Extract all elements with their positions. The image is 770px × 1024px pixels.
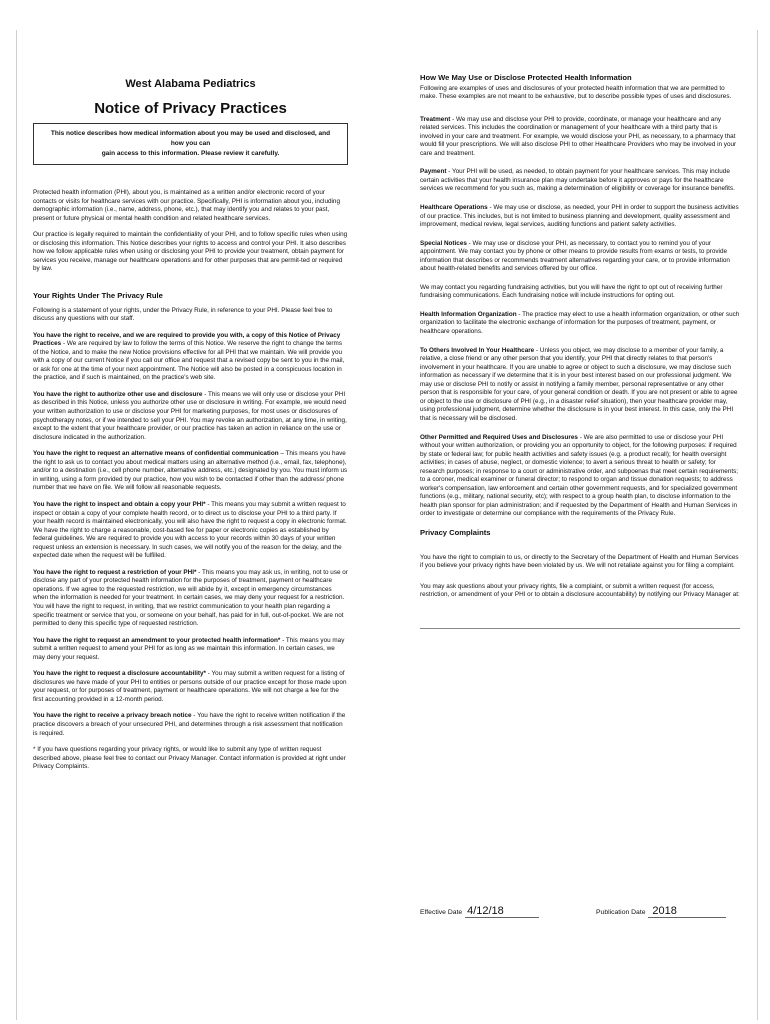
- use-lead: Health Information Organization: [420, 310, 517, 318]
- right-lead: You have the right to receive, and we are required to provide you with, a copy of this Notice of Privacy Practices: [33, 331, 341, 348]
- right-lead: You have the right to receive a privacy breach notice: [33, 712, 192, 720]
- right-column: [420, 74, 740, 629]
- complaints-paragraph-2: You may ask questions about your privacy rights, file a complaint, or submit a written request (for access, restriction, or amendment of your PHI or to obtain a disclosure accountability) by notifying our Privacy Manager at:: [420, 582, 740, 599]
- use-body: - We may use or disclose, as needed, your PHI in order to support the business activities of our practice. This includes, but is not limited to business planning and development, quality assessment and improvement, medical review, legal services, auditing functions and patient safety activities.: [420, 204, 739, 229]
- right-inspect-copy: [33, 501, 348, 561]
- use-treatment: [420, 116, 740, 159]
- footnote: * If you have questions regarding your privacy rights, or would like to submit any type of written request described above, please feel free to contact our Privacy Manager. Contact information is provided at right under Privacy Complaints.: [33, 746, 346, 771]
- use-body: - The practice may elect to use a health information organization, or other such organization to facilitate the electronic exchange of information for the purposes of treatment, payment, or healthcare operations.: [420, 310, 740, 336]
- use-lead: Treatment: [420, 115, 451, 123]
- rights-intro: Following is a statement of your rights, under the Privacy Rule, in reference to your PHI. Please feel free to discuss any questions with our staff.: [33, 306, 333, 323]
- right-body: – This means you have the right to ask us to contact you about medical matters using an alternative method (i.e., email, fax, telephone), and/or to a destination (i.e., cell phone number, alternative address, etc.) designated by you. You must inform us in writing, using a form provided by our practice, how you wish to be contacted if other than the address/ phone number that we have on file. We will follow all reasonable requests.: [33, 450, 348, 492]
- use-lead: Healthcare Operations: [420, 204, 488, 212]
- right-breach-notice: [33, 712, 348, 738]
- use-payment: [420, 168, 740, 194]
- publication-date-group: [596, 905, 726, 918]
- right-lead: You have the right to inspect and obtain a copy your PHI*: [33, 500, 206, 508]
- right-receive-notice: [33, 332, 348, 383]
- complaints-paragraph-1: You have the right to complain to us, or directly to the Secretary of the Department of Health and Human Services if you believe your privacy rights have been violated by us. We will not retaliate against you for filing a complaint.: [420, 553, 739, 570]
- use-lead: Other Permitted and Required Uses and Disclosures: [420, 433, 578, 441]
- right-authorize: [33, 391, 348, 442]
- use-other-permitted: [420, 434, 740, 519]
- notice-line-1: This notice describes how medical information about you may be used and disclosed, and how you can: [50, 130, 331, 148]
- page-title: Notice of Privacy Practices: [94, 99, 287, 117]
- effective-date-group: [420, 905, 539, 918]
- intro-paragraph-2: Our practice is legally required to maintain the confidentiality of your PHI, and to follow specific rules when using or disclosing this information. This Notice describes your rights to access and control your PHI. It also describes how we follow applicable rules when using or disclosing your PHI to provide your treatment, obtain payment for services you receive, manage our healthcare operations and for other purposes that are permit-ted or required by law.: [33, 231, 348, 273]
- right-lead: You have the right to request a restriction of your PHI*: [33, 568, 197, 576]
- effective-date-label: Effective Date: [420, 909, 463, 916]
- use-operations: [420, 204, 740, 230]
- right-body: - This means you may submit a written request to inspect or obtain a copy of your complete health record, or to direct us to disclose your PHI to a third party. If your health record is maintained electronically, you will also have the right to request a copy in electronic format. We have the right to charge a reasonable, cost-based fee for paper or electronic copies as established by federal guidelines. We are required to provide you with access to your records within 30 days of your written request unless an extension is necessary. In such cases, we will notify you of the reason for the delay, and the expected date when the request will be fulfilled.: [33, 500, 347, 560]
- use-body: - We are also permitted to use or disclose your PHI without your written authorization, or providing you an opportunity to object, for the following purposes: if required by state or federal law; for public health activities and safety issues (e.g. a product recall); for health oversight activities; in cases of abuse, neglect, or domestic violence; to avert a serious threat to health or safety; for research purposes; in response to a court or administrative order, and subpoenas that meet certain requirements; to a coroner, medical examiner or funeral director; to respond to organ and tissue donation requests; to address worker's compensation, law enforcement and certain other government requests, and for specialized government functions (e.g., military, national security, etc); with respect to a group health plan, to disclose information to the health plan sponsor for plan administration; and if requested by the Department of Health and Human Services in order to investigate or determine our compliance with the requirements of the Privacy Rule.: [420, 433, 739, 518]
- contact-line: [420, 628, 740, 629]
- right-body: - This means we will only use or disclose your PHI as described in this Notice, unless you authorize other use or disclosure in writing. For example, we would need your written authorization to use or disclose your PHI for marketing purposes, for most uses or disclosures of psychotherapy notes, or if we intended to sell your PHI. You may revoke an authorization, at any time, in writing, except to the extent that your healthcare provider, or our practice has taken an action in reliance on the use or disclosure indicated in the authorization.: [33, 390, 347, 441]
- right-body: - You have the right to receive written notification if the practice discovers a breach of your unsecured PHI, and determines through a risk assessment that notification is required.: [33, 712, 346, 737]
- right-body: - This means you may submit a written request to amend your PHI for as long as we maintain this information. In certain cases, we may deny your request.: [33, 636, 345, 661]
- org-name: West Alabama Pediatrics: [125, 78, 256, 90]
- use-lead: Payment: [420, 168, 447, 176]
- right-lead: You have the right to request an alternative means of confidential communication: [33, 450, 279, 458]
- complaints-title: Privacy Complaints: [420, 527, 491, 537]
- use-others-involved: [420, 347, 740, 424]
- use-body: - We may use and disclose your PHI to provide, coordinate, or manage your healthcare and any related services. This includes the coordination or management of your healthcare with a third party that is involved in your care and treatment. For example, we would disclose your PHI, as necessary, to a pharmacy that would fill your prescriptions. We will also disclose PHI to other Healthcare Providers who may be involved in your care and treatment.: [420, 115, 737, 157]
- right-lead: You have the right to request a disclosure accountability*: [33, 670, 206, 678]
- right-body: - This means you may ask us, in writing, not to use or disclose any part of your protected health information for the purposes of treatment, payment or healthcare operations. If we agree to the requested restriction, we will abide by it, except in emergency circumstances when the information is needed for your treatment. In certain cases, we may deny your request for a restriction. You will have the right to request, in writing, that we restrict communication to your health plan regarding a specific treatment or service that you, or someone on your behalf, has paid for in full, out-of-pocket. We are not permitted to deny this specific type of requested restriction.: [33, 568, 348, 628]
- right-lead: You have the right to authorize other use and disclosure: [33, 390, 203, 398]
- use-fundraising: We may contact you regarding fundraising activities, but you will have the right to opt out of receiving further fundraising communications. Each fundraising notice will include instructions for opting out.: [420, 283, 723, 300]
- right-accountability: [33, 670, 348, 704]
- notice-line-2: gain access to this information. Please review it carefully.: [101, 150, 280, 158]
- publication-date-value: 2018: [648, 905, 726, 918]
- uses-title: How We May Use or Disclose Protected Health Information: [420, 73, 632, 82]
- right-lead: You have the right to request an amendment to your protected health information*: [33, 636, 281, 644]
- use-body: - We may use or disclose your PHI, as necessary, to contact you to remind you of your appointment. We may contact you by phone or other means to provide results from exams or tests, to provide information that describes or recommends treatment alternatives regarding your care, or to provide information about health-related benefits and services offered by our office.: [420, 239, 730, 273]
- notice-box: [33, 123, 348, 165]
- uses-intro: Following are examples of uses and disclosures of your protected health information that we are permitted to make. These examples are not meant to be exhaustive, but to describe possible types of uses and disclosures.: [420, 84, 732, 101]
- use-body: - Your PHI will be used, as needed, to obtain payment for your healthcare services. This may include certain activities that your health insurance plan may undertake before it approves or pays for the healthcare services we recommend for you such as, making a determination of eligibility or coverage for insurance benefits.: [420, 168, 735, 193]
- intro-paragraph-1: Protected health information (PHI), about you, is maintained as a written and/or electronic record of your contacts or visits for healthcare services with our practice. Specifically, PHI is information about you, including demographic information (i.e., name, address, phone, etc.), that may identify you and relates to your past, present or future physical or mental health condition and related healthcare services.: [33, 189, 340, 222]
- use-special-notices: [420, 240, 740, 274]
- use-lead: Special Notices: [420, 239, 467, 247]
- right-body: - We are required by law to follow the terms of this Notice. We reserve the right to change the terms of the Notice, and to make the new Notice provisions effective for all PHI that we maintain. We will provide you with a copy of our current Notice if you call our office and request that a revised copy be sent to you in the mail, or ask for one at the time of your next appointment. The Notice will also be posted in a conspicuous location in the practice, and if such is maintained, on the practice's web site.: [33, 340, 345, 382]
- right-alt-communication: [33, 450, 348, 493]
- publication-date-label: Publication Date: [596, 909, 646, 916]
- use-body: - Unless you object, we may disclose to a member of your family, a relative, a close friend or any other person that you identify, your PHI that directly relates to that person's involvement in your healthcare. If you are unable to agree or object to such a disclosure, we may disclose such information as necessary if we determine that it is in your best interest based on our professional judgment. We may use or disclose PHI to notify or assist in notifying a family member, personal representative or any other person that is responsible for your care, of your general condition or death. If you are not present or able to agree or object to the use or disclosure of PHI (e.g., in a disaster relief situation), then your healthcare provider may, using professional judgment, determine whether the disclosure is in your best interest. In this case, only the PHI that is necessary will be disclosed.: [420, 346, 738, 422]
- rights-title: Your Rights Under The Privacy Rule: [33, 291, 163, 301]
- left-column: [33, 70, 348, 780]
- right-body: - You may submit a written request for a listing of disclosures we have made of your PHI to entities or persons outside of our practice except for those made upon your request, or for purposes of treatment, payment or healthcare operations. We will not charge a fee for the first accounting provided in a 12-month period.: [33, 670, 347, 703]
- right-amendment: [33, 637, 348, 663]
- use-lead: To Others Involved In Your Healthcare: [420, 346, 535, 354]
- use-hio: [420, 311, 740, 337]
- right-restriction: [33, 569, 348, 629]
- effective-date-value: 4/12/18: [465, 905, 539, 918]
